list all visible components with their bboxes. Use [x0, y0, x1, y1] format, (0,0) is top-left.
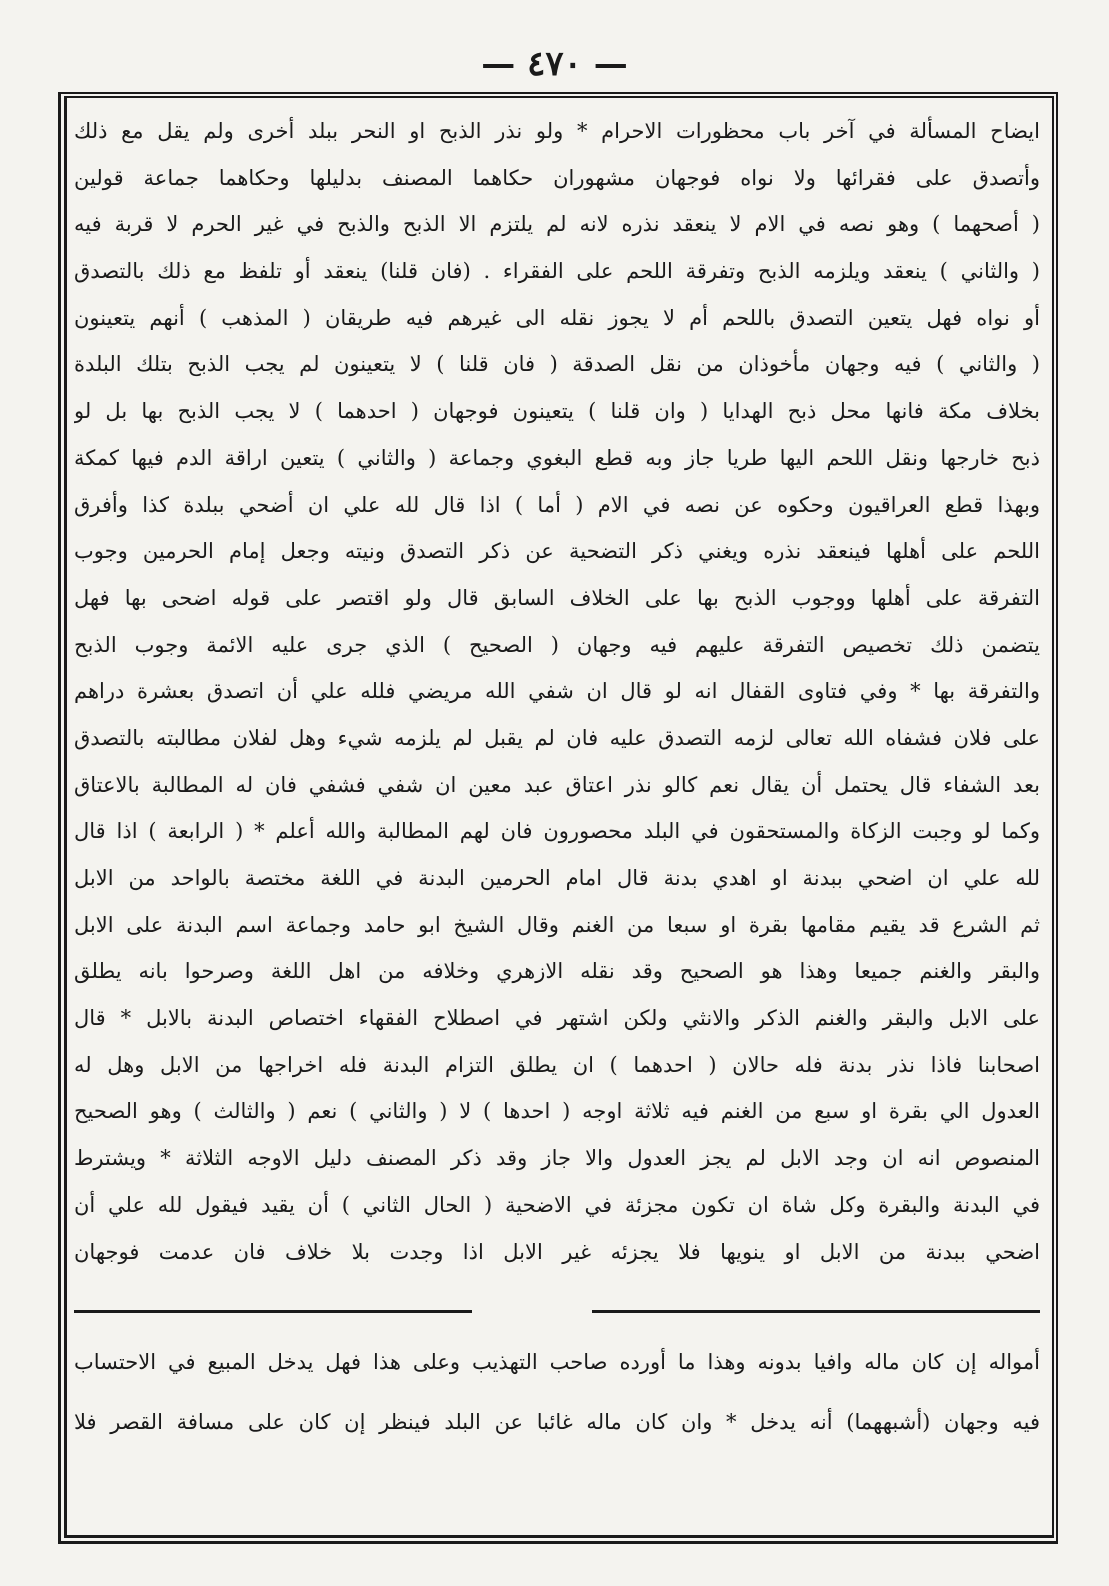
text-line: اللحم على أهلها فينعقد نذره ويغني ذكر التضحية عن ذكر التصدق ونيته وجعل إمام الحرمين وجوب	[74, 539, 1040, 564]
footnote-line: فيه وجهان (أشبههما) أنه يدخل * وان كان ماله غائبا عن البلد فينظر إن كان على مسافة القصر فلا	[74, 1410, 1040, 1434]
text-line: اضحي ببدنة من الابل او ينويها فلا يجزئه غير الابل اذا وجدت بلا خلاف فان عدمت فوجهان	[74, 1239, 1040, 1264]
text-line: لله علي ان اضحي ببدنة او اهدي بدنة قال امام الحرمين البدنة في اللغة مختصة بالواحد من الابل	[74, 866, 1040, 890]
text-line: أو نواه فهل يتعين التصدق باللحم أم لا يجوز نقله الى غيرهم فيه طريقان ( المذهب ) أنهم يتعينون	[74, 305, 1040, 330]
text-line: ( والثاني ) فيه وجهان مأخوذان من نقل الصدقة ( فان قلنا ) لا يتعينون لم يجب الذبح بتلك البلدة	[74, 352, 1040, 377]
text-line: بخلاف مكة فانها محل ذبح الهدايا ( وان قلنا ) يتعينون فوجهان ( احدهما ) لا يجب الذبح بها بل لو	[74, 399, 1040, 424]
footnote	[74, 1332, 1040, 1452]
footnote-line: أمواله إن كان ماله وافيا بدونه وهذا ما أورده صاحب التهذيب وعلى هذا فهل يدخل المبيع في الاحتساب	[74, 1350, 1040, 1374]
text-line: وكما لو وجبت الزكاة والمستحقون في البلد محصورون فان لهم المطالبة والله أعلم * ( الرابعة ) اذا قال	[74, 819, 1040, 844]
text-line: وأتصدق على فقرائها ولا نواه فوجهان مشهوران حكاهما المصنف بدليلها وحكاهما جماعة قولين	[74, 165, 1040, 190]
text-line: والبقر والغنم جميعا وهذا هو الصحيح وقد نقله الازهري وخلافه من اهل اللغة وصرحوا بانه يطلق	[74, 959, 1040, 984]
text-line: يتضمن ذلك تخصيص التفرقة عليهم فيه وجهان ( الصحيح ) الذي جرى عليه الائمة وجوب الذبح	[74, 632, 1040, 657]
text-line: على فلان فشفاه الله تعالى لزمه التصدق عليه فان لم يقبل لم يلزمه شيء وهل لفلان مطالبته بالتصدق	[74, 725, 1040, 750]
text-line: العدول الي بقرة او سبع من الغنم فيه ثلاثة اوجه ( احدها ) لا ( والثاني ) نعم ( والثالث ) وهو الصحيح	[74, 1099, 1040, 1124]
text-line: المنصوص انه ان وجد الابل لم يجز العدول والا جاز وقد ذكر المصنف دليل الاوجه الثلاثة * ويشترط	[74, 1146, 1040, 1171]
separator-gap	[472, 1308, 592, 1316]
text-line: على الابل والبقر والغنم الذكر والانثي ولكن اشتهر في اصطلاح الفقهاء اختصاص البدنة بالابل * قال	[74, 1006, 1040, 1031]
text-line: ثم الشرع قد يقيم مقامها بقرة او سبعا من الغنم وقال الشيخ ابو حامد وجماعة اسم البدنة على الابل	[74, 912, 1040, 937]
text-line: ( والثاني ) ينعقد ويلزمه الذبح وتفرقة اللحم على الفقراء . (فان قلنا) ينعقد أو تلفظ مع ذلك بالتصدق	[74, 259, 1040, 284]
text-line: في البدنة والبقرة وكل شاة ان تكون مجزئة في الاضحية ( الحال الثاني ) أن يقيد فيقول لله علي أن	[74, 1192, 1040, 1217]
text-line: وبهذا قطع العراقيون وحكوه عن نصه في الام ( أما ) اذا قال لله علي ان أضحي ببلدة كذا وأفرق	[74, 492, 1040, 517]
text-line: التفرقة على أهلها ووجوب الذبح بها على الخلاف السابق قال ولو اقتصر على قوله اضحى بها فهل	[74, 585, 1040, 610]
text-line: ايضاح المسألة في آخر باب محظورات الاحرام * ولو نذر الذبح او النحر ببلد أخرى ولم يقل مع ذلك	[74, 119, 1040, 143]
footnote-separator	[74, 1310, 1040, 1313]
text-line: اصحابنا فاذا نذر بدنة فله حالان ( احدهما ) ان يطلق التزام البدنة فله اخراجها من الابل وهل له	[74, 1052, 1040, 1077]
page-number: — ٤٧٠ —	[481, 44, 628, 84]
text-line: بعد الشفاء قال يحتمل أن يقال نعم كالو نذر اعتاق عبد معين ان شفي فشفي فان له المطالبة بالاعتاق	[74, 772, 1040, 797]
main-text	[74, 108, 1040, 1296]
text-line: ذبح خارجها ونقل اللحم اليها طريا جاز وبه قطع البغوي وجماعة ( والثاني ) يتعين اراقة الدم فيها كمكة	[74, 445, 1040, 470]
text-line: ( أصحهما ) وهو نصه في الام لا ينعقد نذره لانه لم يلتزم الا الذبح والذبح في غير الحرم لا قربة فيه	[74, 212, 1040, 237]
text-line: والتفرقة بها * وفي فتاوى القفال انه لو قال ان شفي الله مريضي فلله علي أن اتصدق بعشرة دراهم	[74, 679, 1040, 704]
